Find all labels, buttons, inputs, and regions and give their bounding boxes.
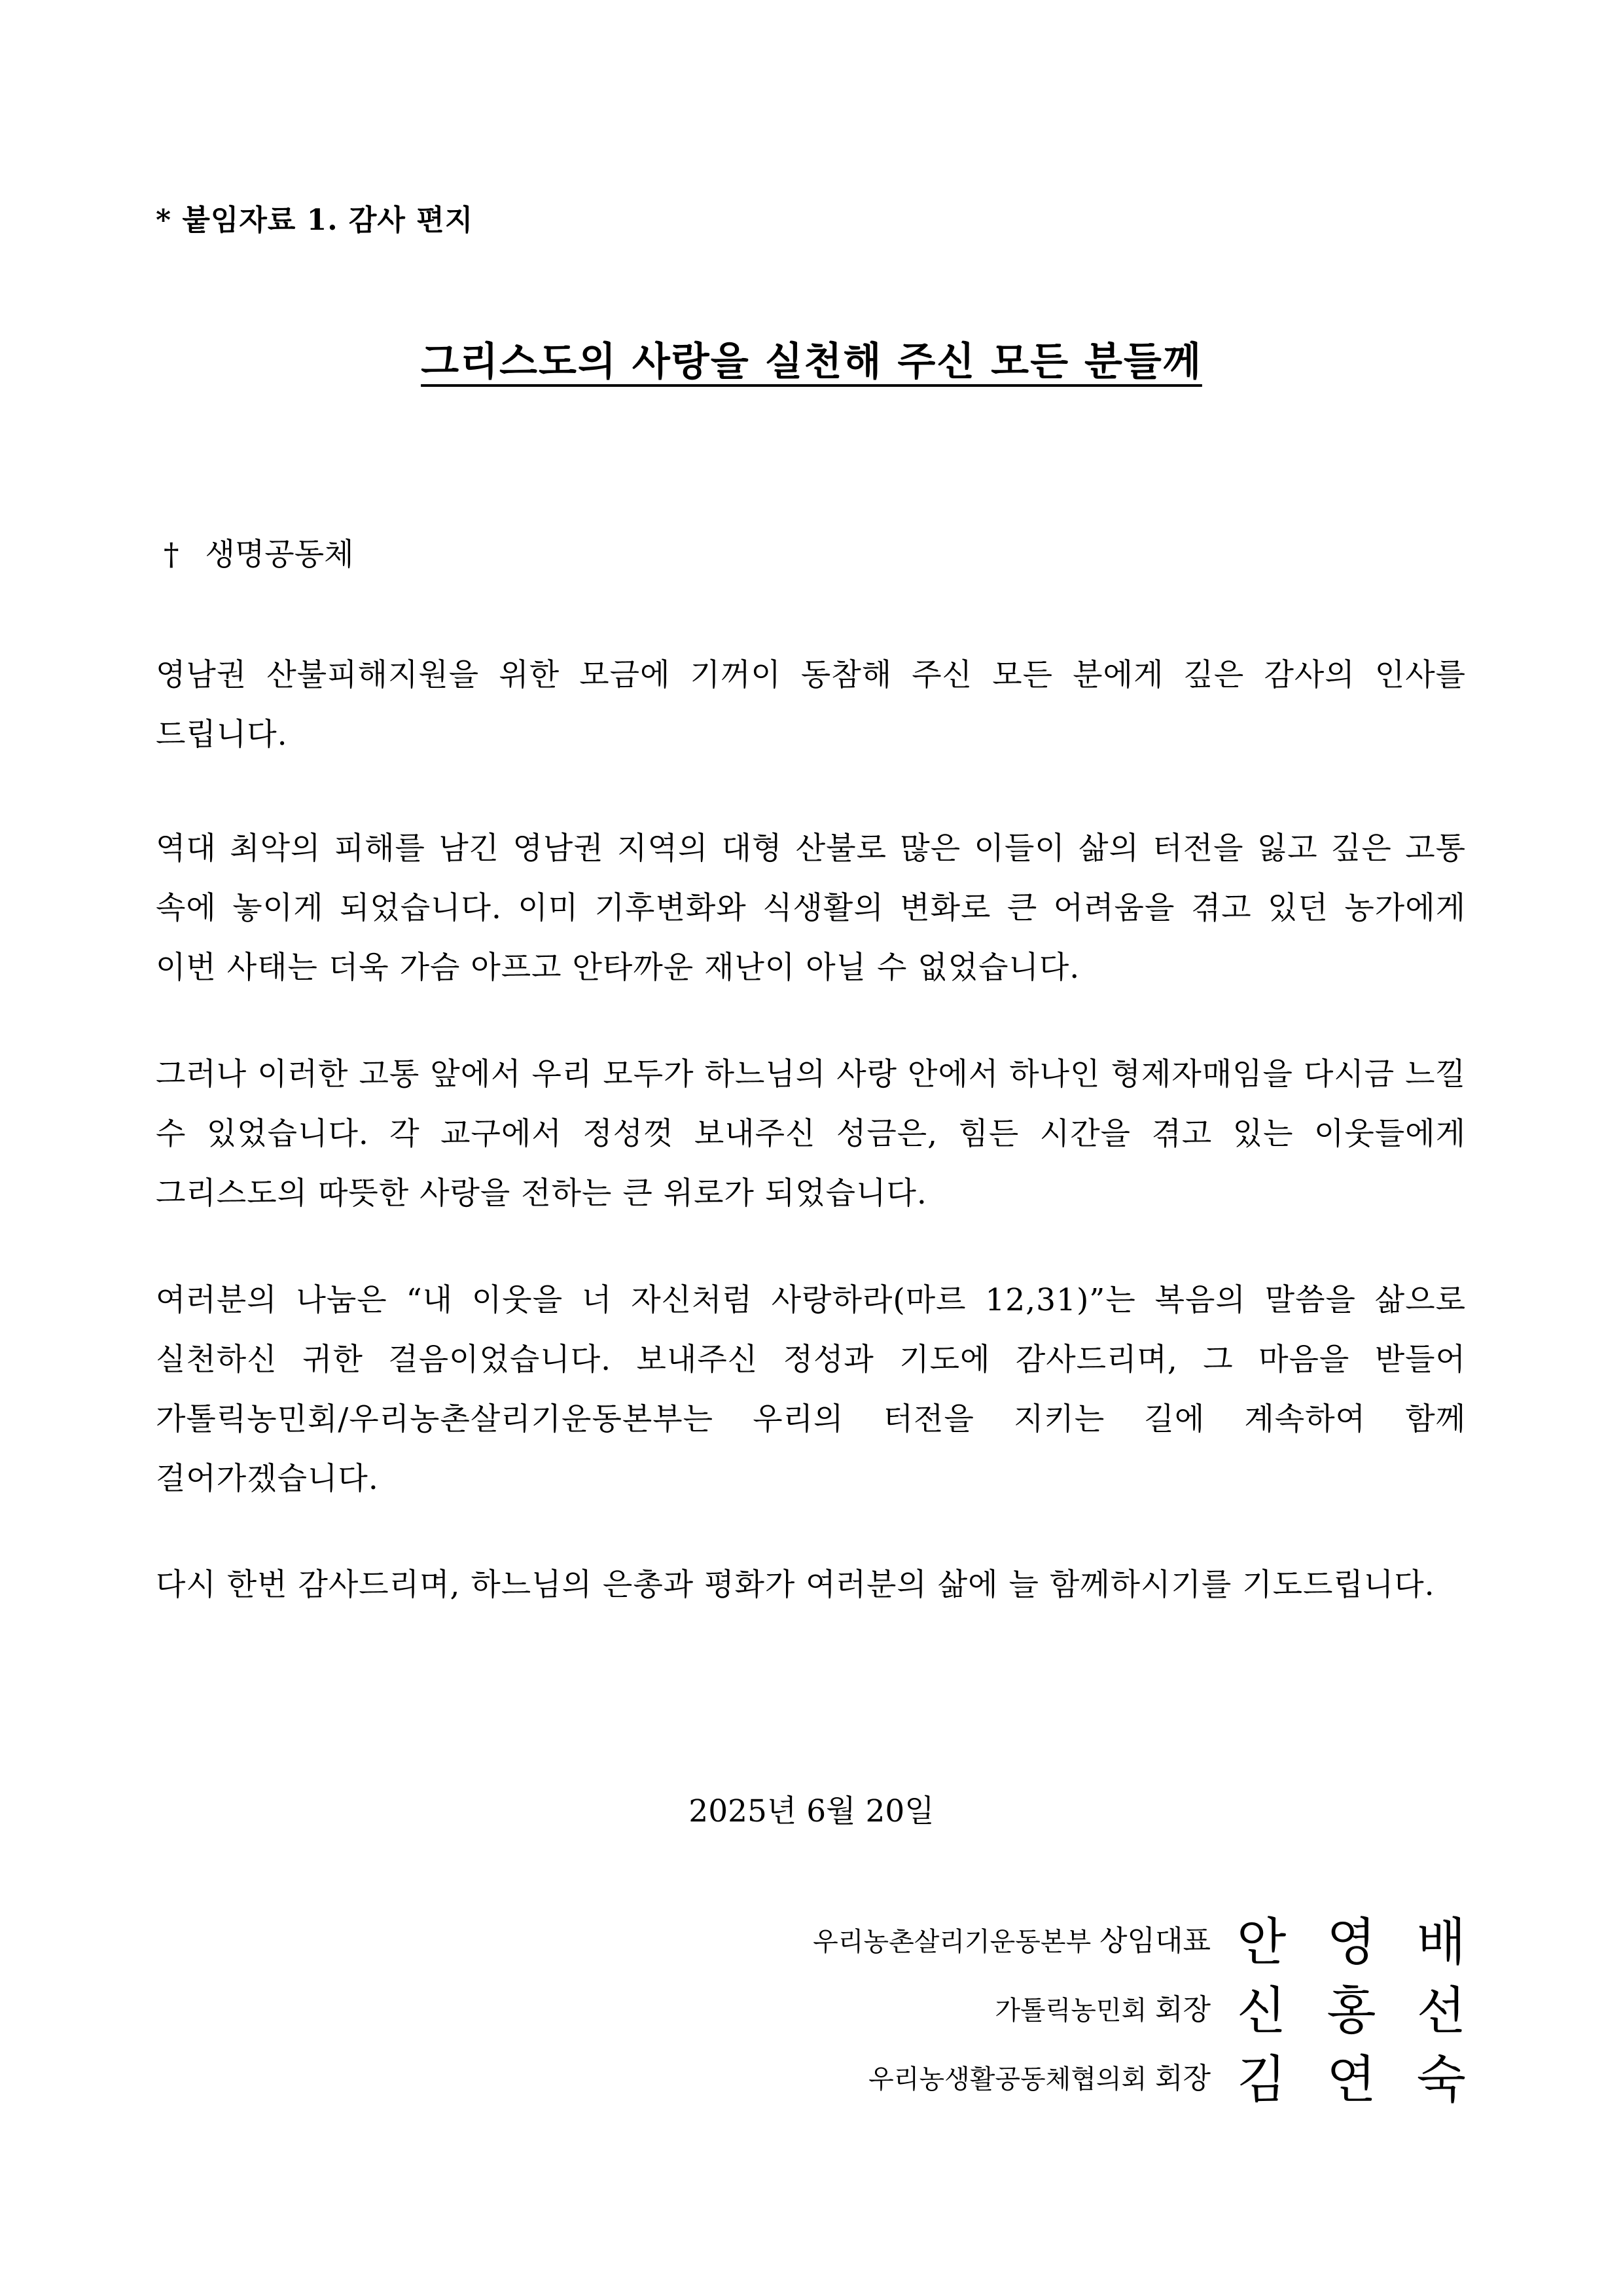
signature-org-name: 우리농생활공동체협의회 bbox=[868, 2064, 1147, 2094]
signature-row bbox=[868, 2039, 1507, 2112]
greeting bbox=[164, 530, 354, 574]
paragraph-4: 여러분의 나눔은 “내 이웃을 너 자신처럼 사랑하라(마르 12,31)”는 복음의 말씀을 삶으로 실천하신 귀한 걸음이었습니다. 보내주신 정성과 기도에 감사드리며, 그 마음을 받들어 가톨릭농민회/우리농촌살리기운동본부는 우리의 터전을 지키는 길에 계속하여 함께 걸어가겠습니다. bbox=[156, 1282, 1466, 1497]
signature-name: 신홍선 bbox=[1236, 1982, 1507, 2041]
signature-org-name: 가톨릭농민회 bbox=[995, 1996, 1147, 2026]
signature-org bbox=[995, 1986, 1211, 2028]
signature-role: 회장 bbox=[1154, 1993, 1211, 2026]
paragraph-3: 그러나 이러한 고통 앞에서 우리 모두가 하느님의 사랑 안에서 하나인 형제자매임을 다시금 느낄 수 있었습니다. 각 교구에서 정성껏 보내주신 성금은, 힘든 시간을 겪고 있는 이웃들에게 그리스도의 따뜻한 사랑을 전하는 큰 위로가 되었습니다. bbox=[156, 1056, 1466, 1211]
paragraph-1: 영남권 산불피해지원을 위한 모금에 기꺼이 동참해 주신 모든 분에게 깊은 감사의 인사를 드립니다. bbox=[156, 657, 1466, 753]
letter-title bbox=[0, 331, 1623, 387]
paragraph-2: 역대 최악의 피해를 남긴 영남권 지역의 대형 산불로 많은 이들이 삶의 터전을 잃고 깊은 고통 속에 놓이게 되었습니다. 이미 기후변화와 식생활의 변화로 큰 어려움을 겪고 있던 농가에게 이번 사태는 더욱 가슴 아프고 안타까운 재난이 아닐 수 없었습니다. bbox=[156, 831, 1466, 986]
greeting-text: 생명공동체 bbox=[205, 537, 354, 573]
signature-org-name: 우리농촌살리기운동본부 bbox=[813, 1927, 1092, 1957]
signature-role: 상임대표 bbox=[1099, 1924, 1211, 1958]
signature-role: 회장 bbox=[1154, 2062, 1211, 2095]
cross-icon: † bbox=[164, 537, 179, 573]
letter-title-text: 그리스도의 사랑을 실천해 주신 모든 분들께 bbox=[421, 339, 1202, 385]
signature-name: 김연숙 bbox=[1236, 2051, 1507, 2109]
signature-org bbox=[868, 2054, 1211, 2096]
paragraph-5: 다시 한번 감사드리며, 하느님의 은총과 평화가 여러분의 삶에 늘 함께하시기를 기도드립니다. bbox=[156, 1567, 1435, 1603]
signature-row bbox=[813, 1901, 1507, 1975]
letter-date: 2025년 6월 20일 bbox=[688, 1793, 935, 1829]
signature-name: 안영배 bbox=[1236, 1913, 1507, 1972]
signature-row bbox=[995, 1970, 1507, 2043]
signature-org bbox=[813, 1917, 1211, 1959]
attachment-label: * 붙임자료 1. 감사 편지 bbox=[156, 204, 474, 237]
